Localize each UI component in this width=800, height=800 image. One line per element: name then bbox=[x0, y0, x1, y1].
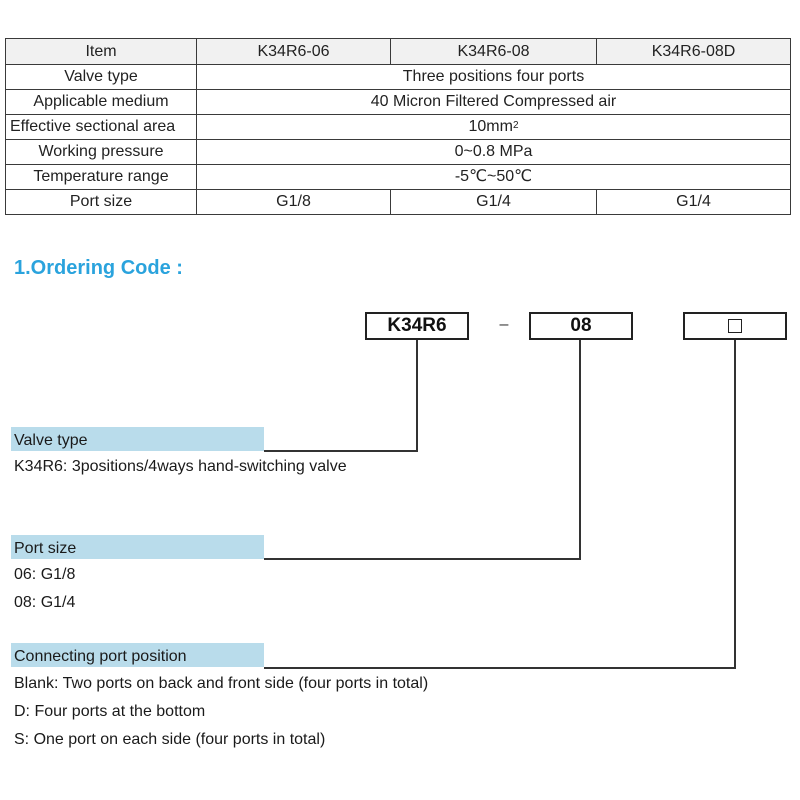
valve-type-desc: K34R6: 3positions/4ways hand-switching valve bbox=[14, 458, 347, 475]
connector-line-port-horizontal bbox=[264, 558, 581, 560]
row-value: 40 Micron Filtered Compressed air bbox=[197, 90, 791, 115]
code-dash: – bbox=[499, 316, 509, 333]
header-item: Item bbox=[6, 39, 197, 65]
spec-row-sectional-area bbox=[6, 115, 791, 140]
port-position-option: Blank: Two ports on back and front side (four ports in total) bbox=[14, 675, 429, 692]
row-value bbox=[197, 115, 791, 140]
spec-row-port-size bbox=[6, 190, 791, 215]
connector-line-model-horizontal bbox=[264, 450, 418, 452]
ordering-code-title: 1.Ordering Code : bbox=[14, 257, 183, 279]
area-unit-superscript: 2 bbox=[512, 120, 519, 131]
row-label: Valve type bbox=[6, 65, 197, 90]
spec-row-medium bbox=[6, 90, 791, 115]
connector-line-position-vertical bbox=[734, 340, 736, 669]
valve-type-heading: Valve type bbox=[11, 427, 264, 451]
connector-line-model-vertical bbox=[416, 340, 418, 451]
port-size-08d: G1/4 bbox=[597, 190, 791, 215]
connector-line-position-horizontal bbox=[264, 667, 736, 669]
row-value: Three positions four ports bbox=[197, 65, 791, 90]
port-size-option: 06: G1/8 bbox=[14, 566, 76, 583]
row-value: -5℃~50℃ bbox=[197, 165, 791, 190]
area-value: 10mm bbox=[468, 118, 513, 135]
code-box-port-size: 08 bbox=[529, 312, 633, 340]
header-model-06: K34R6-06 bbox=[197, 39, 391, 65]
code-box-port-position bbox=[683, 312, 787, 340]
row-label: Applicable medium bbox=[6, 90, 197, 115]
blank-option-square-icon bbox=[728, 319, 742, 333]
port-size-option: 08: G1/4 bbox=[14, 594, 76, 611]
spec-table bbox=[5, 38, 791, 215]
header-model-08: K34R6-08 bbox=[391, 39, 597, 65]
spec-row-valve-type bbox=[6, 65, 791, 90]
row-label: Working pressure bbox=[6, 140, 197, 165]
spec-row-working-pressure bbox=[6, 140, 791, 165]
row-label: Effective sectional area bbox=[6, 115, 197, 140]
code-box-model: K34R6 bbox=[365, 312, 469, 340]
row-value: 0~0.8 MPa bbox=[197, 140, 791, 165]
spec-row-temperature bbox=[6, 165, 791, 190]
spec-header-row bbox=[6, 39, 791, 65]
port-position-heading: Connecting port position bbox=[11, 643, 264, 667]
connector-line-port-vertical bbox=[579, 340, 581, 560]
port-size-heading: Port size bbox=[11, 535, 264, 559]
row-label: Port size bbox=[6, 190, 197, 215]
header-model-08d: K34R6-08D bbox=[597, 39, 791, 65]
port-size-06: G1/8 bbox=[197, 190, 391, 215]
port-position-option: S: One port on each side (four ports in total) bbox=[14, 731, 326, 748]
port-position-option: D: Four ports at the bottom bbox=[14, 703, 206, 720]
row-label: Temperature range bbox=[6, 165, 197, 190]
port-size-08: G1/4 bbox=[391, 190, 597, 215]
